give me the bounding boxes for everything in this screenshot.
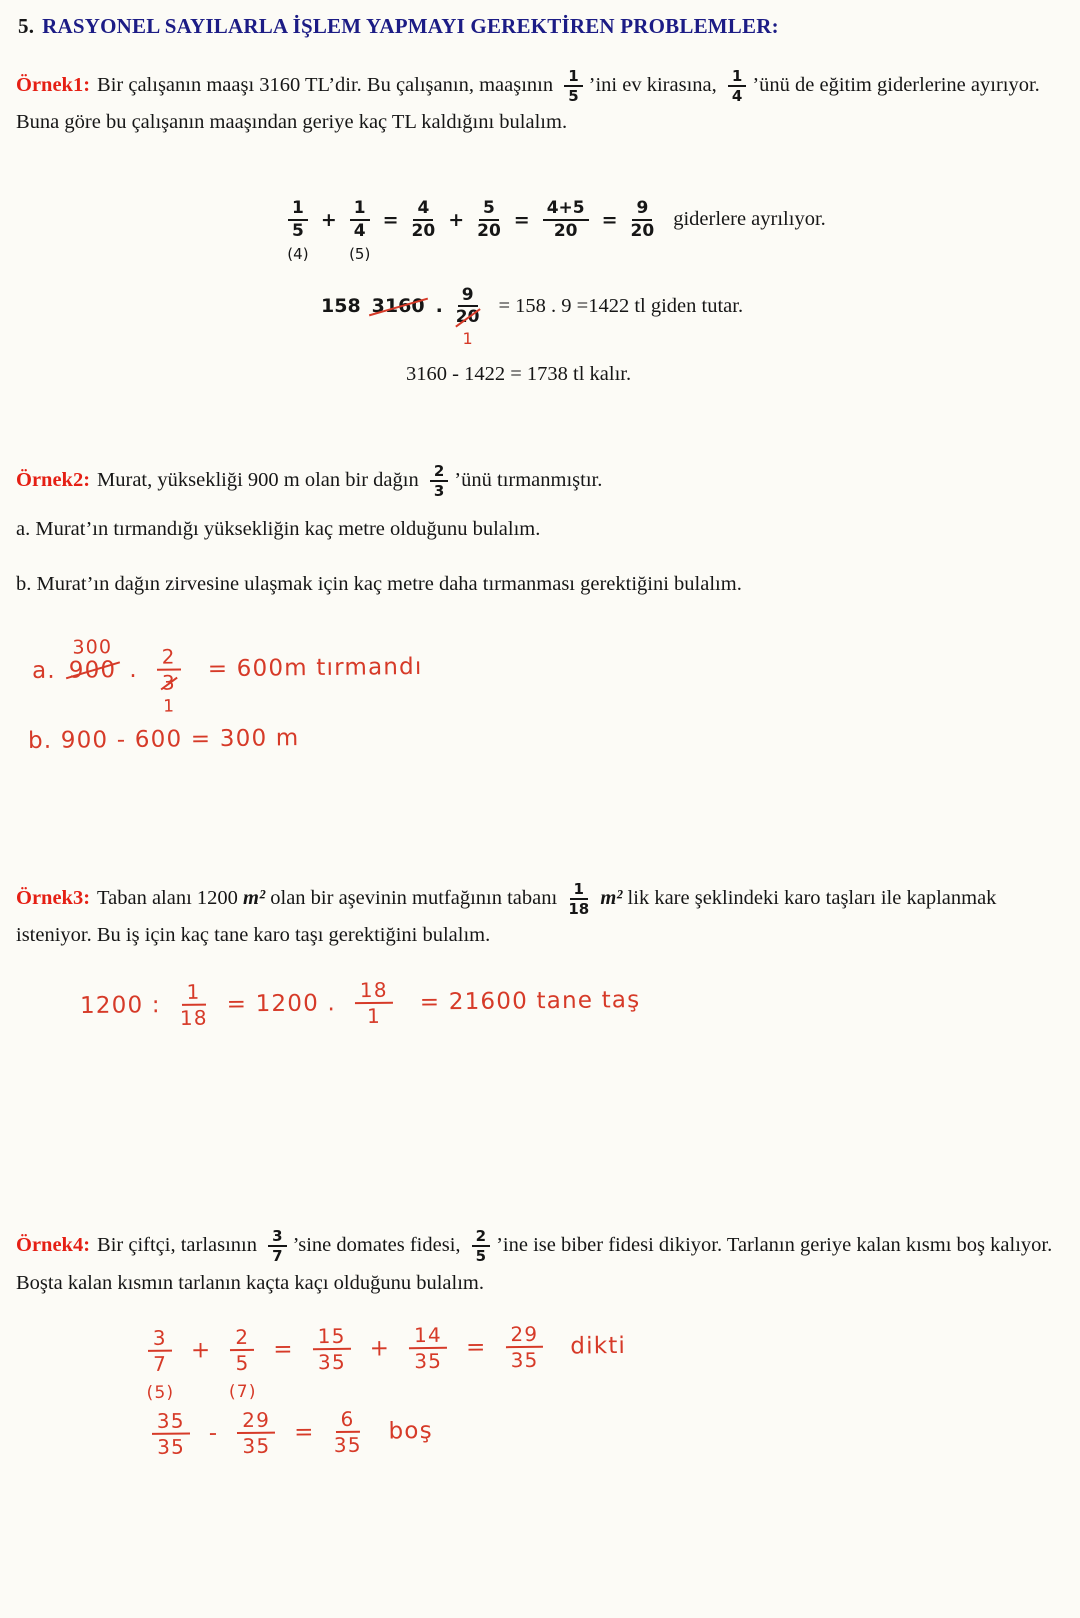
fraction-35-35: [152, 1410, 190, 1459]
fraction-numerator: 29: [237, 1409, 275, 1435]
plus-operator: +: [448, 208, 465, 231]
fraction-denominator: 35: [157, 1435, 186, 1460]
fraction-numerator: 1: [181, 981, 205, 1007]
fraction-numerator: 1: [564, 68, 582, 87]
fraction-1-4: [728, 68, 746, 104]
fraction-18-1: [355, 979, 393, 1028]
ornek2-item-b: b. Murat’ın dağın zirvesine ulaşmak için kaç metre daha tırmanması gerektiğini bulalım.: [16, 573, 742, 596]
fraction-numerator: 1: [288, 199, 308, 220]
handwritten-solution-ornek4-line1: [142, 1318, 1062, 1404]
ornek1-solution-line-1: [286, 198, 1062, 264]
fraction-denominator: 7: [153, 1352, 168, 1377]
fraction-with-expander: [286, 198, 310, 264]
ornek4-text-3: ’ine ise biber fidesi dikiyor. Tarlanın geriye kalan kısmı boş kalıyor. Boşta kalan kısmın tarlanın kaçta kaçı olduğunu bulalım.: [16, 1234, 1053, 1294]
fraction-1-5: [288, 199, 308, 240]
multiplication-expression: = 1200 .: [226, 990, 337, 1019]
page-title: [18, 14, 1062, 39]
fraction-denominator: 35: [333, 1433, 362, 1458]
fraction-denominator-struck: 20: [455, 307, 480, 328]
fraction-15-35: [313, 1325, 351, 1374]
handwritten-solution-ornek3: [80, 972, 1062, 1031]
fraction-29-35: [505, 1323, 543, 1372]
expansion-multiplier: (7): [228, 1381, 257, 1403]
division-expression: 1200 :: [79, 992, 161, 1020]
fraction-numerator: 2: [430, 463, 448, 482]
fraction-1-18: [568, 881, 589, 917]
fraction-denominator: 7: [272, 1247, 283, 1266]
fraction-5-20: [477, 199, 501, 240]
simplified-value: 300: [72, 636, 113, 659]
fraction-2-3: [157, 646, 181, 695]
equals-sign: =: [465, 1335, 487, 1362]
ornek1-label: Örnek1:: [16, 74, 91, 96]
fraction-numerator: 1: [728, 68, 746, 87]
fraction-denominator: 4: [353, 220, 366, 241]
fraction-numerator: 1: [350, 199, 370, 220]
fraction-numerator: 29: [505, 1323, 543, 1349]
fraction-1-4: [350, 199, 370, 240]
equals-sign: =: [382, 208, 399, 231]
fraction-denominator: 4: [731, 87, 743, 106]
fraction-denominator: 5: [235, 1351, 250, 1376]
minus-operator: -: [208, 1420, 219, 1447]
fraction-sum-20: [543, 199, 589, 240]
fraction-with-cancellation: [454, 285, 482, 348]
calculation-result-text: = 158 . 9 =1422 tl giden tutar.: [498, 294, 744, 317]
handwritten-result: = 21600 tane taş: [419, 987, 641, 1017]
fraction-denominator: 5: [568, 87, 579, 106]
plus-operator: +: [190, 1338, 212, 1365]
fraction-numerator: 6: [335, 1408, 359, 1434]
ornek2-text-1: Murat, yüksekliği 900 m olan bir dağın: [97, 468, 419, 491]
ornek1-text-3: ’ünü de eğitim giderlerine ayırıyor. Buna göre bu çalışanın maaşından geriye kaç TL kaldığını bulalım.: [16, 74, 1040, 134]
fraction-denominator: 35: [242, 1434, 271, 1459]
equals-sign: =: [513, 208, 530, 231]
fraction-denominator-struck: 3: [161, 670, 177, 696]
plus-operator: +: [369, 1336, 391, 1363]
fraction-4-20: [412, 199, 436, 240]
fraction-denominator: 20: [477, 220, 501, 241]
fraction-numerator: 5: [479, 199, 499, 220]
fraction-1-18: [180, 981, 208, 1030]
fraction-numerator: 18: [355, 979, 393, 1005]
ornek1-statement: [16, 67, 1062, 141]
fraction-9-20: [456, 286, 480, 327]
ornek3-text-1: Taban alanı 1200: [97, 886, 238, 909]
ornek2-text-2: ’ünü tırmanmıştır.: [454, 468, 603, 491]
multiplication-dot: .: [435, 295, 443, 318]
ornek2-statement: [16, 462, 1062, 499]
fraction-numerator: 9: [458, 286, 478, 307]
expansion-multiplier: (5): [146, 1382, 175, 1404]
square-meter-unit: m²: [600, 886, 623, 909]
ornek4-label: Örnek4:: [16, 1234, 91, 1257]
fraction-denominator: 3: [433, 482, 445, 501]
ornek3-label: Örnek3:: [16, 886, 91, 909]
fraction-denominator: 5: [475, 1247, 487, 1266]
handwritten-result: = 600m tırmandı: [207, 654, 423, 683]
fraction-denominator: 5: [292, 220, 304, 241]
ornek4-text-2: ’sine domates fidesi,: [292, 1234, 461, 1257]
ornek3-statement: [16, 880, 1062, 954]
ornek3-text-2: olan bir aşevinin mutfağının tabanı: [270, 886, 558, 909]
fraction-denominator: 18: [179, 1006, 208, 1031]
cancellation-result: 1: [163, 696, 176, 717]
fraction-numerator: 2: [157, 646, 181, 672]
fraction-2-5: [230, 1326, 254, 1375]
handwritten-solution-ornek4-line2: [146, 1401, 1062, 1459]
simplified-number-stack: [68, 636, 117, 685]
handwritten-annotation: dikti: [570, 1333, 627, 1361]
fraction-numerator: 9: [632, 199, 652, 220]
ornek2-label: Örnek2:: [16, 468, 91, 491]
fraction-numerator: 2: [230, 1326, 254, 1352]
fraction-numerator: 1: [570, 881, 588, 900]
fraction-2-5: [472, 1228, 490, 1264]
fraction-14-35: [409, 1324, 447, 1373]
handwritten-annotation: boş: [388, 1418, 433, 1446]
equals-sign: =: [273, 1337, 294, 1364]
multiplication-dot: .: [129, 657, 138, 684]
ornek1-text-2: ’ini ev kirasına,: [588, 74, 717, 96]
fraction-numerator: 3: [148, 1327, 172, 1353]
fraction-with-expander: [224, 1325, 260, 1403]
fraction-numerator: 4: [413, 199, 433, 220]
fraction-with-cancellation: [151, 644, 187, 717]
fraction-3-7: [268, 1228, 286, 1264]
ornek4-statement: [16, 1227, 1062, 1301]
struck-number: 900: [68, 657, 117, 685]
section-number: 5.: [18, 14, 35, 38]
ornek2-item-a: a. Murat’ın tırmandığı yüksekliğin kaç metre olduğunu bulalım.: [16, 518, 541, 541]
expansion-multiplier: (5): [349, 245, 371, 264]
ornek4-text-1: Bir çiftçi, tarlasının: [97, 1234, 257, 1257]
fraction-denominator: 35: [414, 1349, 443, 1374]
fraction-denominator: 18: [568, 900, 590, 919]
simplified-result: 158: [321, 295, 361, 318]
expansion-multiplier: (4): [287, 245, 309, 264]
fraction-numerator: 3: [268, 1228, 286, 1247]
fraction-numerator: 15: [313, 1325, 351, 1351]
fraction-denominator: 20: [553, 220, 578, 241]
struck-number: 3160: [371, 295, 425, 318]
ornek3-text-3: lik kare şeklindeki karo taşları ile kaplanmak isteniyor. Bu iş için kaç tane karo taşı gerektiğini bulalım.: [16, 886, 997, 947]
fraction-denominator: 1: [366, 1004, 382, 1029]
equals-sign: =: [294, 1419, 315, 1447]
ornek1-text-1: Bir çalışanın maaşı 3160 TL’dir. Bu çalışanın, maaşının: [97, 74, 554, 96]
fraction-numerator: 2: [472, 1228, 490, 1247]
equals-sign: =: [601, 208, 618, 231]
fraction-denominator: 20: [630, 220, 655, 241]
fraction-denominator: 35: [317, 1350, 346, 1375]
annotation-text: giderlere ayrılıyor.: [673, 208, 826, 231]
section-heading: RASYONEL SAYILARLA İŞLEM YAPMAYI GEREKTİREN PROBLEMLER:: [42, 14, 779, 38]
fraction-numerator: 4+5: [543, 199, 589, 220]
handwritten-solution-b: b. 900 - 600 = 300 m: [27, 725, 300, 754]
fraction-numerator: 35: [152, 1410, 190, 1436]
fraction-2-3: [430, 463, 448, 499]
fraction-with-expander: [348, 198, 372, 264]
fraction-1-5: [564, 68, 582, 104]
fraction-denominator: 20: [411, 220, 436, 241]
plus-operator: +: [320, 208, 337, 231]
fraction-29-35: [237, 1409, 275, 1458]
fraction-3-7: [148, 1327, 172, 1376]
item-letter: a.: [31, 658, 56, 685]
ornek1-solution-line-2: [321, 285, 1062, 348]
fraction-denominator: 35: [510, 1348, 539, 1373]
square-meter-unit: m²: [243, 886, 266, 909]
handwritten-solution-a: [31, 636, 1062, 717]
cancellation-result: 1: [462, 328, 473, 348]
fraction-9-20: [631, 199, 655, 240]
fraction-with-expander: [142, 1326, 178, 1404]
fraction-numerator: 14: [409, 1324, 447, 1350]
ornek1-solution-line-3: 3160 - 1422 = 1738 tl kalır.: [406, 362, 632, 385]
fraction-6-35: [333, 1408, 361, 1457]
